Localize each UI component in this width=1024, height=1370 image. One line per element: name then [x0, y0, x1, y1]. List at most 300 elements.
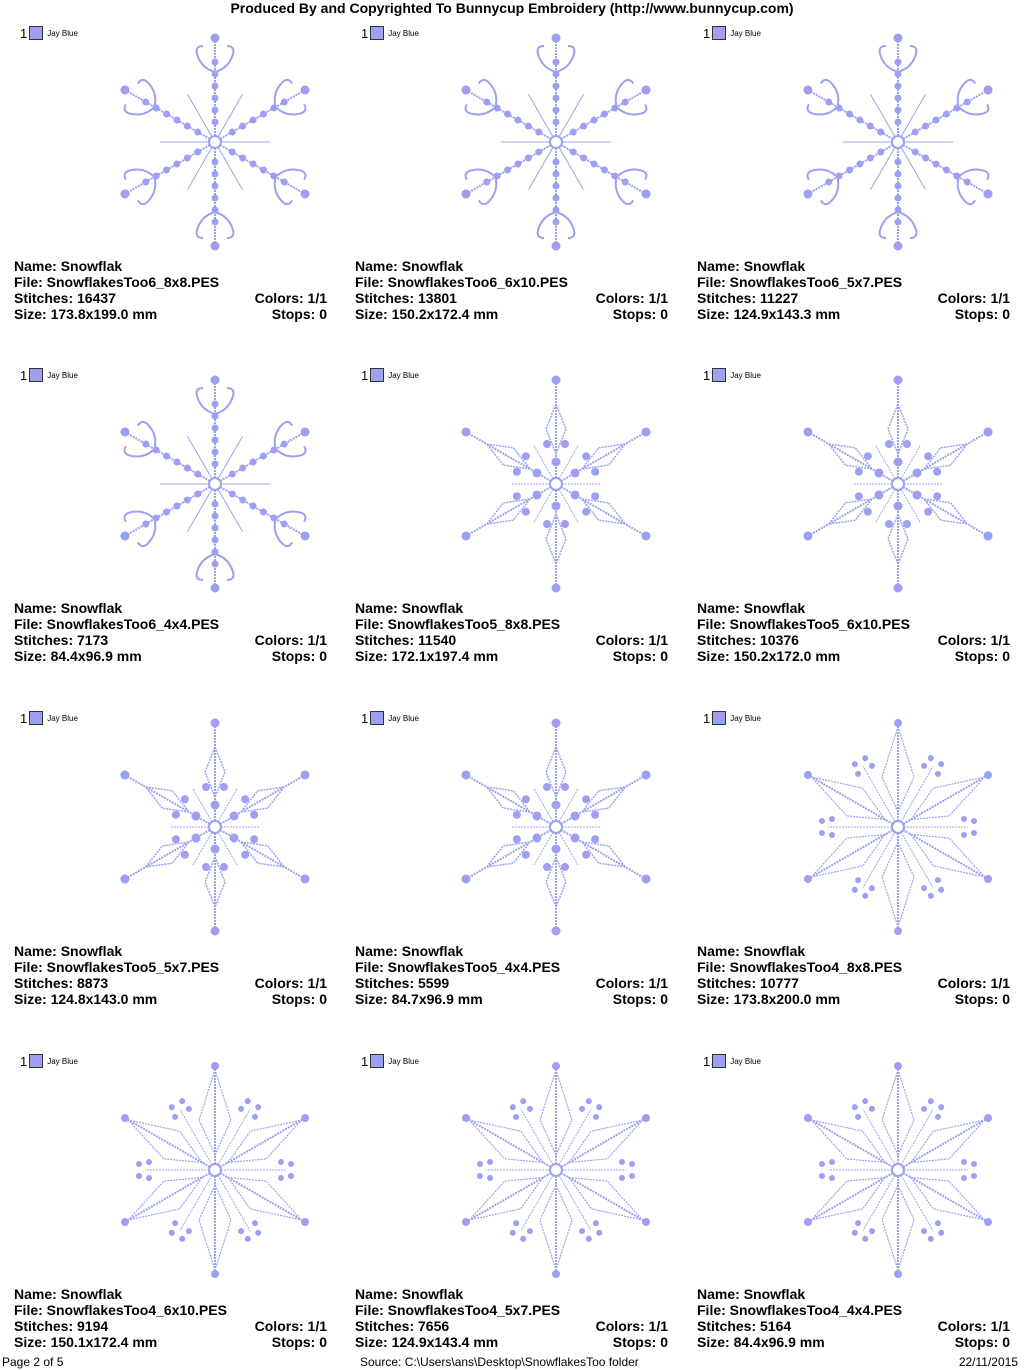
- file-label: File:: [355, 616, 384, 632]
- stops-line: [272, 1334, 327, 1350]
- thread-swatch: [703, 26, 761, 40]
- design-file: SnowflakesToo5_4x4.PES: [387, 959, 561, 975]
- stitches-label: Stitches:: [697, 632, 757, 648]
- size-label: Size:: [355, 1334, 388, 1350]
- size-line: [14, 306, 157, 322]
- stitches-label: Stitches:: [355, 632, 415, 648]
- design-file: SnowflakesToo6_6x10.PES: [387, 274, 568, 290]
- thread-swatch: [703, 368, 761, 382]
- stops-line: [955, 306, 1010, 322]
- snowflake-icon: [100, 372, 330, 597]
- snowflake-icon: [100, 1058, 330, 1283]
- color-swatch: [712, 1054, 726, 1068]
- stops-label: Stops:: [954, 1334, 999, 1350]
- design-colors: 1/1: [648, 290, 668, 306]
- thread-swatch: [20, 368, 78, 382]
- thread-name: Jay Blue: [388, 713, 419, 723]
- colors-label: Colors:: [254, 1318, 304, 1334]
- snowflake-design-image: [100, 715, 330, 940]
- design-stitches: 16437: [77, 290, 116, 306]
- file-label: File:: [697, 1302, 726, 1318]
- design-file: SnowflakesToo6_5x7.PES: [729, 274, 903, 290]
- design-name: Snowflak: [743, 258, 806, 274]
- colors-line: [938, 290, 1010, 306]
- size-label: Size:: [697, 991, 730, 1007]
- name-label: Name:: [355, 600, 398, 616]
- design-card: [683, 364, 1013, 684]
- file-line: [697, 274, 902, 290]
- design-info: [355, 943, 668, 1007]
- file-line: [14, 1302, 227, 1318]
- colors-line: [596, 290, 668, 306]
- colors-label: Colors:: [937, 975, 987, 991]
- stitches-line: [697, 632, 799, 648]
- colors-label: Colors:: [254, 975, 304, 991]
- thread-number: 1: [703, 710, 711, 726]
- design-size: 173.8x200.0 mm: [733, 991, 841, 1007]
- design-stops: 0: [1002, 991, 1010, 1007]
- stops-label: Stops:: [612, 648, 657, 664]
- design-colors: 1/1: [648, 632, 668, 648]
- design-card: [341, 22, 671, 342]
- design-name: Snowflak: [743, 943, 806, 959]
- thread-swatch: [361, 1054, 419, 1068]
- thread-number: 1: [703, 367, 711, 383]
- colors-label: Colors:: [595, 632, 645, 648]
- snowflake-design-image: [100, 30, 330, 255]
- design-info: [14, 1286, 327, 1350]
- stitches-line: [355, 632, 456, 648]
- design-card: [0, 707, 330, 1027]
- design-size: 124.9x143.4 mm: [391, 1334, 499, 1350]
- stitches-label: Stitches:: [355, 975, 415, 991]
- design-card: [0, 22, 330, 342]
- stitches-line: [355, 975, 449, 991]
- stops-label: Stops:: [271, 648, 316, 664]
- thread-number: 1: [20, 710, 28, 726]
- stops-label: Stops:: [612, 1334, 657, 1350]
- snowflake-design-image: [783, 715, 1013, 940]
- size-line: [697, 648, 840, 664]
- size-line: [14, 991, 157, 1007]
- design-stops: 0: [660, 648, 668, 664]
- snowflake-icon: [441, 1058, 671, 1283]
- design-info: [355, 600, 668, 664]
- snowflake-design-image: [100, 1058, 330, 1283]
- size-label: Size:: [355, 306, 388, 322]
- stitches-label: Stitches:: [355, 290, 415, 306]
- design-stitches: 8873: [77, 975, 109, 991]
- color-swatch: [370, 368, 384, 382]
- thread-name: Jay Blue: [388, 28, 419, 38]
- thread-name: Jay Blue: [730, 28, 761, 38]
- snowflake-icon: [783, 372, 1013, 597]
- design-name: Snowflak: [743, 600, 806, 616]
- file-label: File:: [697, 616, 726, 632]
- stitches-label: Stitches:: [697, 290, 757, 306]
- snowflake-design-image: [441, 372, 671, 597]
- name-line: [697, 943, 805, 959]
- color-swatch: [29, 1054, 43, 1068]
- design-name: Snowflak: [60, 943, 123, 959]
- thread-number: 1: [20, 367, 28, 383]
- thread-name: Jay Blue: [730, 1056, 761, 1066]
- design-name: Snowflak: [401, 258, 464, 274]
- size-label: Size:: [697, 306, 730, 322]
- design-info: [697, 258, 1010, 322]
- design-size: 150.2x172.4 mm: [391, 306, 499, 322]
- file-label: File:: [355, 1302, 384, 1318]
- stitches-line: [355, 290, 457, 306]
- design-card: [0, 1050, 330, 1370]
- design-file: SnowflakesToo4_6x10.PES: [46, 1302, 227, 1318]
- design-size: 150.1x172.4 mm: [50, 1334, 158, 1350]
- design-stitches: 7656: [418, 1318, 450, 1334]
- stops-label: Stops:: [271, 991, 316, 1007]
- design-size: 84.7x96.9 mm: [391, 991, 483, 1007]
- color-swatch: [29, 26, 43, 40]
- thread-swatch: [703, 711, 761, 725]
- size-label: Size:: [355, 648, 388, 664]
- thread-name: Jay Blue: [730, 713, 761, 723]
- size-line: [697, 991, 840, 1007]
- file-label: File:: [697, 274, 726, 290]
- design-name: Snowflak: [401, 600, 464, 616]
- design-file: SnowflakesToo4_4x4.PES: [729, 1302, 903, 1318]
- thread-name: Jay Blue: [388, 370, 419, 380]
- file-label: File:: [355, 274, 384, 290]
- design-stops: 0: [319, 991, 327, 1007]
- color-swatch: [712, 711, 726, 725]
- stitches-line: [14, 1318, 108, 1334]
- size-label: Size:: [697, 1334, 730, 1350]
- size-line: [355, 991, 483, 1007]
- stops-label: Stops:: [612, 306, 657, 322]
- design-colors: 1/1: [648, 975, 668, 991]
- file-line: [355, 1302, 560, 1318]
- stitches-label: Stitches:: [355, 1318, 415, 1334]
- design-stitches: 10777: [760, 975, 799, 991]
- colors-label: Colors:: [595, 975, 645, 991]
- file-line: [697, 616, 910, 632]
- thread-swatch: [20, 711, 78, 725]
- design-colors: 1/1: [990, 632, 1010, 648]
- snowflake-icon: [783, 715, 1013, 940]
- snowflake-design-image: [441, 1058, 671, 1283]
- name-line: [355, 1286, 463, 1302]
- color-swatch: [370, 711, 384, 725]
- stops-line: [272, 306, 327, 322]
- name-label: Name:: [14, 1286, 57, 1302]
- name-line: [14, 258, 122, 274]
- design-colors: 1/1: [990, 1318, 1010, 1334]
- thread-swatch: [361, 711, 419, 725]
- design-colors: 1/1: [990, 290, 1010, 306]
- color-swatch: [29, 368, 43, 382]
- stops-line: [955, 648, 1010, 664]
- stops-line: [955, 991, 1010, 1007]
- file-line: [355, 616, 560, 632]
- stitches-label: Stitches:: [697, 975, 757, 991]
- design-file: SnowflakesToo4_8x8.PES: [729, 959, 903, 975]
- design-colors: 1/1: [307, 632, 327, 648]
- thread-swatch: [703, 1054, 761, 1068]
- page-footer: [0, 1354, 1024, 1370]
- file-label: File:: [14, 616, 43, 632]
- snowflake-icon: [441, 715, 671, 940]
- design-name: Snowflak: [401, 1286, 464, 1302]
- name-label: Name:: [14, 600, 57, 616]
- stitches-line: [697, 975, 799, 991]
- design-card: [341, 364, 671, 684]
- colors-label: Colors:: [254, 290, 304, 306]
- design-size: 150.2x172.0 mm: [733, 648, 841, 664]
- design-info: [14, 600, 327, 664]
- design-stops: 0: [319, 648, 327, 664]
- colors-line: [938, 1318, 1010, 1334]
- size-line: [697, 1334, 825, 1350]
- design-colors: 1/1: [307, 975, 327, 991]
- stops-line: [272, 991, 327, 1007]
- size-label: Size:: [14, 991, 47, 1007]
- stops-line: [613, 648, 668, 664]
- name-line: [14, 600, 122, 616]
- stitches-label: Stitches:: [14, 975, 74, 991]
- colors-label: Colors:: [937, 290, 987, 306]
- design-stitches: 10376: [760, 632, 799, 648]
- thread-number: 1: [361, 367, 369, 383]
- name-line: [355, 258, 463, 274]
- size-line: [355, 648, 498, 664]
- stitches-label: Stitches:: [14, 632, 74, 648]
- design-size: 124.8x143.0 mm: [50, 991, 158, 1007]
- thread-number: 1: [361, 25, 369, 41]
- design-card: [0, 364, 330, 684]
- name-label: Name:: [355, 943, 398, 959]
- size-label: Size:: [14, 1334, 47, 1350]
- stops-label: Stops:: [954, 648, 999, 664]
- design-stops: 0: [319, 1334, 327, 1350]
- design-name: Snowflak: [60, 1286, 123, 1302]
- thread-swatch: [361, 26, 419, 40]
- name-label: Name:: [355, 258, 398, 274]
- source-path: Source: C:\Users\ans\Desktop\SnowflakesToo folder: [360, 1355, 639, 1369]
- size-line: [355, 1334, 498, 1350]
- design-info: [697, 600, 1010, 664]
- snowflake-design-image: [783, 1058, 1013, 1283]
- size-line: [355, 306, 498, 322]
- snowflake-icon: [100, 30, 330, 255]
- design-colors: 1/1: [990, 975, 1010, 991]
- design-card: [683, 1050, 1013, 1370]
- design-stops: 0: [1002, 1334, 1010, 1350]
- design-card: [341, 1050, 671, 1370]
- stitches-line: [697, 1318, 791, 1334]
- snowflake-icon: [100, 715, 330, 940]
- size-line: [14, 1334, 157, 1350]
- thread-name: Jay Blue: [47, 370, 78, 380]
- name-line: [355, 600, 463, 616]
- file-label: File:: [355, 959, 384, 975]
- colors-label: Colors:: [595, 1318, 645, 1334]
- design-name: Snowflak: [60, 258, 123, 274]
- stops-line: [272, 648, 327, 664]
- stops-label: Stops:: [271, 1334, 316, 1350]
- thread-number: 1: [703, 1053, 711, 1069]
- design-name: Snowflak: [743, 1286, 806, 1302]
- size-line: [697, 306, 840, 322]
- design-card: [683, 22, 1013, 342]
- name-line: [697, 258, 805, 274]
- file-label: File:: [697, 959, 726, 975]
- thread-name: Jay Blue: [388, 1056, 419, 1066]
- design-stops: 0: [660, 1334, 668, 1350]
- size-label: Size:: [14, 306, 47, 322]
- page-header: Produced By and Copyrighted To Bunnycup Embroidery (http://www.bunnycup.com): [230, 0, 794, 16]
- design-stops: 0: [660, 306, 668, 322]
- stitches-label: Stitches:: [14, 1318, 74, 1334]
- name-label: Name:: [355, 1286, 398, 1302]
- design-file: SnowflakesToo5_6x10.PES: [729, 616, 910, 632]
- snowflake-icon: [783, 1058, 1013, 1283]
- size-label: Size:: [355, 991, 388, 1007]
- design-card: [341, 707, 671, 1027]
- design-stops: 0: [660, 991, 668, 1007]
- design-colors: 1/1: [307, 290, 327, 306]
- design-colors: 1/1: [307, 1318, 327, 1334]
- name-line: [697, 600, 805, 616]
- name-label: Name:: [697, 258, 740, 274]
- stops-line: [613, 991, 668, 1007]
- thread-name: Jay Blue: [730, 370, 761, 380]
- colors-line: [938, 975, 1010, 991]
- snowflake-design-image: [783, 372, 1013, 597]
- name-line: [14, 1286, 122, 1302]
- colors-line: [596, 632, 668, 648]
- snowflake-design-image: [100, 372, 330, 597]
- print-date: 22/11/2015: [958, 1355, 1018, 1369]
- stitches-line: [14, 632, 108, 648]
- color-swatch: [29, 711, 43, 725]
- color-swatch: [712, 368, 726, 382]
- stitches-line: [355, 1318, 449, 1334]
- name-line: [355, 943, 463, 959]
- design-stops: 0: [1002, 306, 1010, 322]
- design-file: SnowflakesToo5_5x7.PES: [46, 959, 220, 975]
- design-stops: 0: [1002, 648, 1010, 664]
- design-stitches: 7173: [77, 632, 109, 648]
- page-number: Page 2 of 5: [2, 1355, 64, 1369]
- design-stops: 0: [319, 306, 327, 322]
- file-line: [697, 1302, 902, 1318]
- thread-name: Jay Blue: [47, 28, 78, 38]
- design-file: SnowflakesToo6_4x4.PES: [46, 616, 220, 632]
- colors-line: [255, 632, 327, 648]
- name-line: [697, 1286, 805, 1302]
- stops-label: Stops:: [954, 306, 999, 322]
- stitches-line: [697, 290, 798, 306]
- design-size: 84.4x96.9 mm: [50, 648, 142, 664]
- file-line: [14, 959, 219, 975]
- thread-swatch: [20, 1054, 78, 1068]
- file-line: [355, 274, 568, 290]
- color-swatch: [370, 1054, 384, 1068]
- thread-number: 1: [20, 25, 28, 41]
- thread-number: 1: [703, 25, 711, 41]
- design-info: [697, 1286, 1010, 1350]
- design-stitches: 5599: [418, 975, 450, 991]
- design-name: Snowflak: [60, 600, 123, 616]
- colors-label: Colors:: [937, 632, 987, 648]
- thread-swatch: [361, 368, 419, 382]
- design-info: [697, 943, 1010, 1007]
- color-swatch: [370, 26, 384, 40]
- design-file: SnowflakesToo6_8x8.PES: [46, 274, 220, 290]
- name-label: Name:: [697, 943, 740, 959]
- stops-line: [613, 1334, 668, 1350]
- colors-label: Colors:: [937, 1318, 987, 1334]
- design-stitches: 9194: [77, 1318, 109, 1334]
- design-card: [683, 707, 1013, 1027]
- stops-label: Stops:: [271, 306, 316, 322]
- snowflake-design-image: [441, 715, 671, 940]
- colors-label: Colors:: [254, 632, 304, 648]
- design-stitches: 11227: [760, 290, 799, 306]
- thread-number: 1: [361, 1053, 369, 1069]
- file-line: [14, 616, 219, 632]
- stops-line: [955, 1334, 1010, 1350]
- size-line: [14, 648, 142, 664]
- design-stitches: 13801: [418, 290, 457, 306]
- colors-line: [255, 975, 327, 991]
- name-label: Name:: [697, 600, 740, 616]
- thread-number: 1: [361, 710, 369, 726]
- colors-line: [938, 632, 1010, 648]
- stops-line: [613, 306, 668, 322]
- thread-number: 1: [20, 1053, 28, 1069]
- colors-line: [255, 290, 327, 306]
- stops-label: Stops:: [612, 991, 657, 1007]
- color-swatch: [712, 26, 726, 40]
- name-label: Name:: [14, 943, 57, 959]
- name-label: Name:: [14, 258, 57, 274]
- colors-label: Colors:: [595, 290, 645, 306]
- colors-line: [596, 1318, 668, 1334]
- design-colors: 1/1: [648, 1318, 668, 1334]
- file-label: File:: [14, 274, 43, 290]
- design-size: 84.4x96.9 mm: [733, 1334, 825, 1350]
- design-stitches: 11540: [418, 632, 457, 648]
- design-info: [355, 258, 668, 322]
- stitches-line: [14, 290, 116, 306]
- file-line: [697, 959, 902, 975]
- name-label: Name:: [697, 1286, 740, 1302]
- colors-line: [255, 1318, 327, 1334]
- colors-line: [596, 975, 668, 991]
- thread-swatch: [20, 26, 78, 40]
- thread-name: Jay Blue: [47, 713, 78, 723]
- size-label: Size:: [14, 648, 47, 664]
- design-size: 172.1x197.4 mm: [391, 648, 499, 664]
- snowflake-design-image: [783, 30, 1013, 255]
- design-info: [355, 1286, 668, 1350]
- name-line: [14, 943, 122, 959]
- thread-name: Jay Blue: [47, 1056, 78, 1066]
- snowflake-icon: [783, 30, 1013, 255]
- stitches-label: Stitches:: [697, 1318, 757, 1334]
- snowflake-icon: [441, 372, 671, 597]
- design-size: 124.9x143.3 mm: [733, 306, 841, 322]
